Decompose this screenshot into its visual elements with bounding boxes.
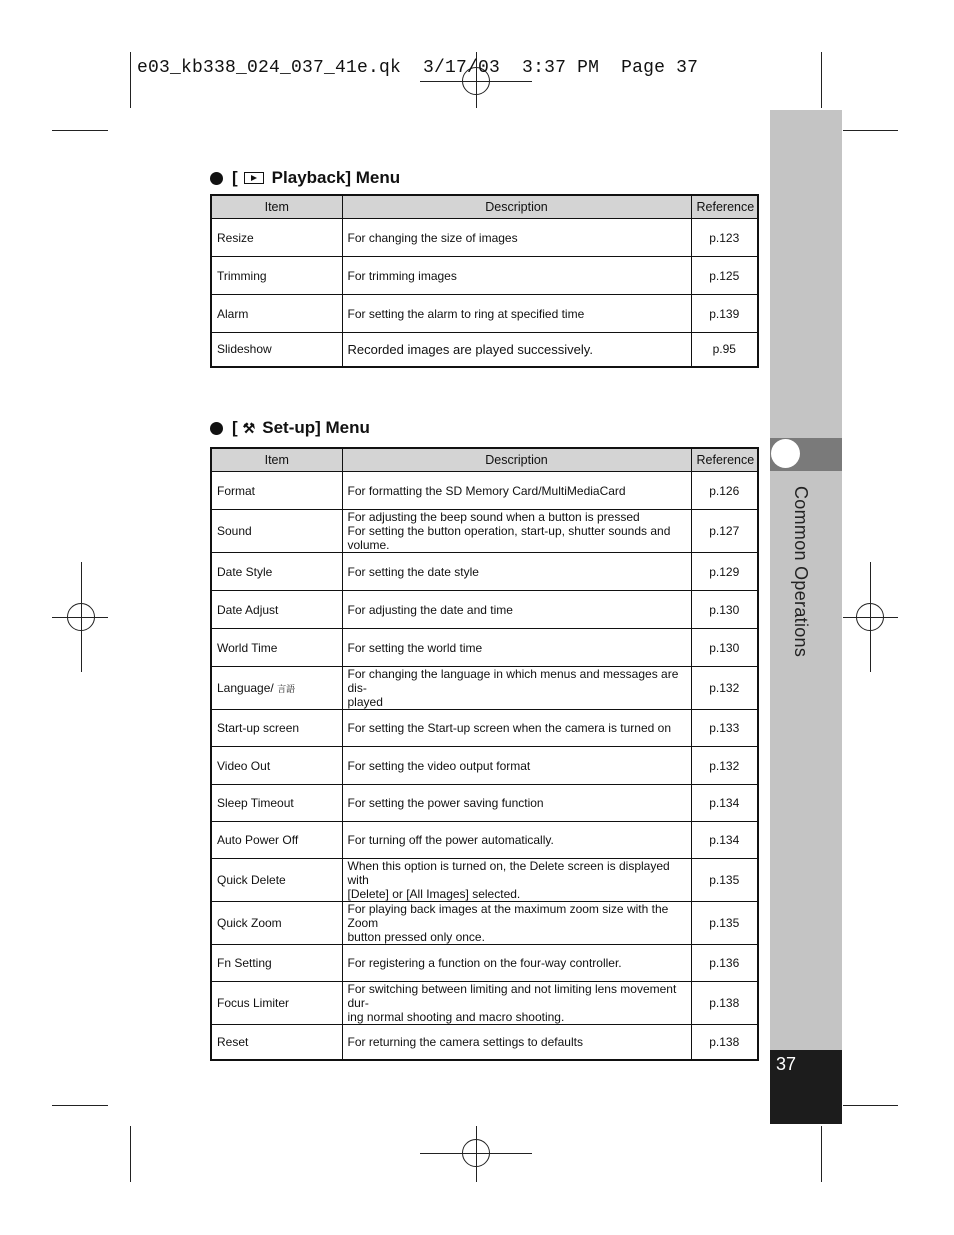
- row-reference: p.126: [691, 472, 758, 510]
- row-description-line: When this option is turned on, the Delete screen is displayed with: [347, 859, 670, 887]
- row-description: For trimming images: [342, 257, 691, 295]
- row-description: [342, 982, 691, 1025]
- row-description: [342, 510, 691, 553]
- row-reference: p.130: [691, 591, 758, 629]
- row-item: Alarm: [211, 295, 342, 333]
- row-reference: p.136: [691, 945, 758, 982]
- row-item: Format: [211, 472, 342, 510]
- row-description: [342, 902, 691, 945]
- row-item: Auto Power Off: [211, 822, 342, 859]
- row-description: For changing the size of images: [342, 219, 691, 257]
- table-header-row: [211, 195, 758, 219]
- row-description: For returning the camera settings to defaults: [342, 1025, 691, 1060]
- table-row: [211, 982, 758, 1025]
- table-row: [211, 553, 758, 591]
- playback-menu-heading: [ Playback] Menu: [210, 168, 400, 188]
- table-row: [211, 785, 758, 822]
- row-item: Slideshow: [211, 333, 342, 367]
- table-row: [211, 510, 758, 553]
- row-item: Reset: [211, 1025, 342, 1060]
- setup-menu-table: [210, 447, 759, 1061]
- row-description-line: button pressed only once.: [347, 930, 485, 944]
- row-reference: p.132: [691, 667, 758, 710]
- setup-menu-title: Set-up] Menu: [262, 418, 370, 437]
- row-item: Fn Setting: [211, 945, 342, 982]
- row-item: Start-up screen: [211, 710, 342, 747]
- row-item: Trimming: [211, 257, 342, 295]
- row-reference: p.138: [691, 982, 758, 1025]
- header-description: Description: [342, 195, 691, 219]
- row-reference: p.95: [691, 333, 758, 367]
- table-row: [211, 257, 758, 295]
- row-reference: p.134: [691, 822, 758, 859]
- row-reference: p.135: [691, 902, 758, 945]
- row-description: For formatting the SD Memory Card/MultiMediaCard: [342, 472, 691, 510]
- row-description: [342, 859, 691, 902]
- row-description: For setting the date style: [342, 553, 691, 591]
- row-item: Video Out: [211, 747, 342, 785]
- table-row: [211, 902, 758, 945]
- playback-menu-table: [210, 194, 759, 368]
- table-row: [211, 629, 758, 667]
- playback-icon: [244, 172, 264, 184]
- row-item: World Time: [211, 629, 342, 667]
- row-reference: p.129: [691, 553, 758, 591]
- table-row: [211, 945, 758, 982]
- table-row: [211, 333, 758, 367]
- row-reference: p.135: [691, 859, 758, 902]
- row-description: For setting the Start-up screen when the camera is turned on: [342, 710, 691, 747]
- row-reference: p.133: [691, 710, 758, 747]
- row-description-line: For switching between limiting and not limiting lens movement dur-: [347, 982, 677, 1010]
- header-item: Item: [211, 195, 342, 219]
- bullet-icon: [210, 422, 223, 435]
- header-reference: Reference: [691, 195, 758, 219]
- table-row: [211, 1025, 758, 1060]
- row-description: For setting the world time: [342, 629, 691, 667]
- side-tab-label: Common Operations: [791, 486, 811, 658]
- row-reference: p.132: [691, 747, 758, 785]
- table-row: [211, 822, 758, 859]
- table-row: [211, 219, 758, 257]
- row-item: Sleep Timeout: [211, 785, 342, 822]
- row-description-line: [Delete] or [All Images] selected.: [347, 887, 521, 901]
- table-row: [211, 747, 758, 785]
- row-reference: p.130: [691, 629, 758, 667]
- row-description-line: For changing the language in which menus and messages are dis-: [347, 667, 679, 695]
- row-item: Sound: [211, 510, 342, 553]
- row-description-line: played: [347, 695, 383, 709]
- table-row: [211, 472, 758, 510]
- row-item: Quick Delete: [211, 859, 342, 902]
- row-description-line: For adjusting the beep sound when a button is pressed: [347, 510, 640, 524]
- row-reference: p.134: [691, 785, 758, 822]
- table-row: [211, 859, 758, 902]
- row-item: Resize: [211, 219, 342, 257]
- row-description: Recorded images are played successively.: [342, 333, 691, 367]
- row-reference: p.139: [691, 295, 758, 333]
- row-description-line: ing normal shooting and macro shooting.: [347, 1010, 565, 1024]
- row-reference: p.138: [691, 1025, 758, 1060]
- playback-menu-title: Playback] Menu: [271, 168, 401, 187]
- table-row: [211, 710, 758, 747]
- table-row: [211, 591, 758, 629]
- row-reference: p.125: [691, 257, 758, 295]
- row-item: [211, 667, 342, 710]
- row-item: Focus Limiter: [211, 982, 342, 1025]
- row-description: For registering a function on the four-way controller.: [342, 945, 691, 982]
- setup-menu-heading: [ ⚒ Set-up] Menu: [210, 418, 370, 438]
- print-slug-line: e03_kb338_024_037_41e.qk 3/17/03 3:37 PM Page 37: [137, 58, 699, 78]
- side-tab-circle-icon: [771, 439, 800, 468]
- row-item: Date Adjust: [211, 591, 342, 629]
- row-item: Quick Zoom: [211, 902, 342, 945]
- row-description: For setting the alarm to ring at specified time: [342, 295, 691, 333]
- row-description: For adjusting the date and time: [342, 591, 691, 629]
- wrench-icon: ⚒: [242, 419, 256, 436]
- language-icon: 言語: [277, 684, 296, 694]
- row-reference: p.123: [691, 219, 758, 257]
- row-description: [342, 667, 691, 710]
- header-item: Item: [211, 448, 342, 472]
- row-description-line: For playing back images at the maximum zoom size with the Zoom: [347, 902, 669, 930]
- row-reference: p.127: [691, 510, 758, 553]
- row-item-label: Language/: [217, 681, 274, 695]
- bullet-icon: [210, 172, 223, 185]
- row-description: For setting the video output format: [342, 747, 691, 785]
- row-description: For setting the power saving function: [342, 785, 691, 822]
- table-row: [211, 295, 758, 333]
- header-description: Description: [342, 448, 691, 472]
- row-description-line: For setting the button operation, start-up, shutter sounds and volume.: [347, 524, 671, 552]
- row-description: For turning off the power automatically.: [342, 822, 691, 859]
- page-number: 37: [776, 1054, 797, 1074]
- row-item: Date Style: [211, 553, 342, 591]
- header-reference: Reference: [691, 448, 758, 472]
- table-row: [211, 667, 758, 710]
- table-header-row: [211, 448, 758, 472]
